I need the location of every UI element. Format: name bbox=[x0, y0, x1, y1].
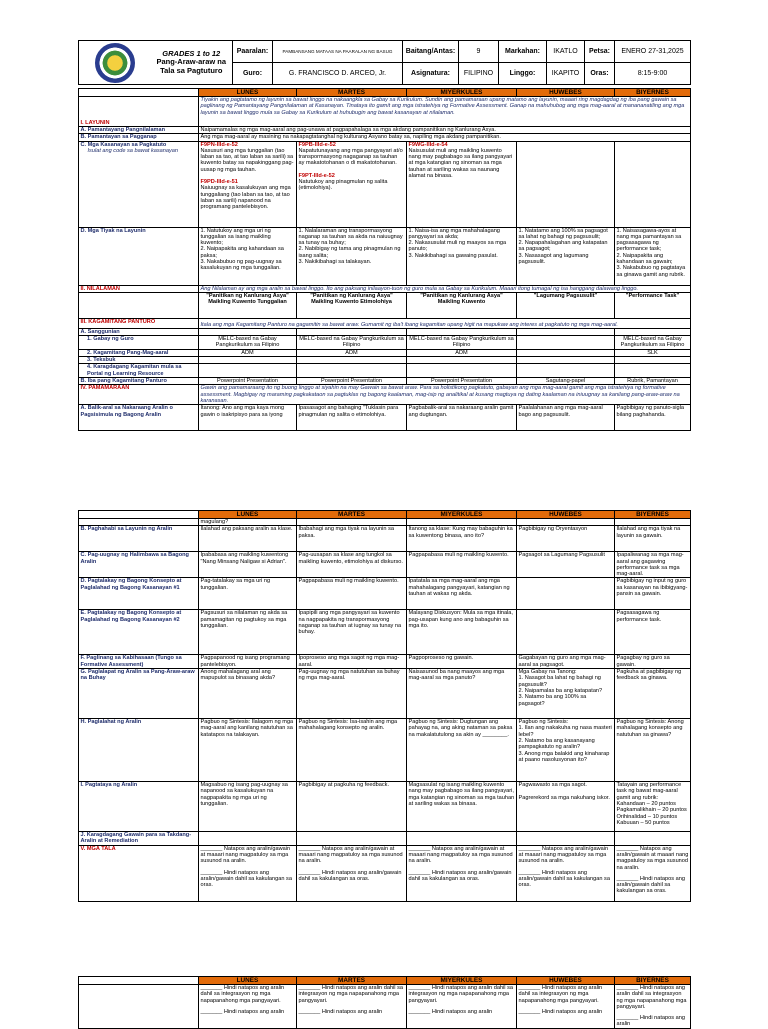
kasanayan-label: C. Mga Kasanayan sa Pagkatuto bbox=[80, 141, 167, 148]
section-nilalaman: II. NILALAMAN bbox=[79, 285, 199, 292]
p2-day-martes: MARTES bbox=[297, 511, 407, 519]
code-tue-1: F9PB-IIId-e-52 bbox=[298, 141, 336, 148]
tala-martes bbox=[297, 845, 407, 901]
pagtataya-biyernes: Tatayain ang performance task ng bawat mag-aaral gamit ang rubrik: Kahandaan – 20 puntos Pagkamalikhain – 20 puntos Orihinalidad – 10 puntos Kabuuan – 50 puntos bbox=[615, 782, 691, 832]
text-tue-2: Natutukoy ang pinagmulan ng salita (etimolohiya). bbox=[298, 179, 388, 192]
tala-hindi-natapos: _______ Hindi natapos ang aralin/gawain dahil sa kakulangan sa oras. bbox=[408, 869, 512, 882]
dll-table-page3 bbox=[78, 976, 691, 1029]
nilalaman-huwebes: "Lagumang Pagsusulit" bbox=[517, 292, 615, 318]
paglalapat-lunes: Anong mahalagang aral ang mapupulot sa binasang akda? bbox=[199, 669, 297, 719]
tiyak-na-layunin-label: D. Mga Tiyak na Layunin bbox=[79, 227, 199, 285]
nilalaman-miyerkules: "Panitikan ng Kanlurang Asya" Maikling Kuwento bbox=[407, 292, 517, 318]
grade-line3: Tala sa Pagtuturo bbox=[160, 65, 223, 75]
paglinang-huwebes: Gagabayan ng guro ang mga mag-aaral sa pagsagot. bbox=[517, 655, 615, 669]
balik-miyerkules: Pagbabalik-aral sa nakaraang aralin gamit ang dugtungan. bbox=[407, 405, 517, 431]
pagtalakay1-lunes: Pag-tatalakay sa mga uri ng tunggalian. bbox=[199, 578, 297, 610]
tala-huwebes bbox=[517, 845, 615, 901]
pagtataya-label: I. Pagtataya ng Aralin bbox=[79, 782, 199, 832]
blank-corner bbox=[79, 89, 199, 97]
paglinang-biyernes: Pagagbay ng guro sa gawain. bbox=[615, 655, 691, 669]
petsa-label: Petsa: bbox=[585, 41, 615, 63]
p3-tala-integrasyon: _______ Hindi natapos ang aralin dahil sa integrasyon ng mga napapanahong mga pangyayari. bbox=[616, 985, 687, 1010]
paghahabi-huwebes: Pagbibigay ng Oryentasyon bbox=[517, 526, 615, 552]
section-pamamaraan: IV. PAMAMARAAN bbox=[79, 385, 199, 405]
sagutang-huwebes: Sagutang-papel bbox=[517, 377, 615, 384]
paglalahat-label: H. Paglalahat ng Aralin bbox=[79, 719, 199, 782]
pag-uugnay-huwebes: Pagsagot sa Lagumang Pagsusulit bbox=[517, 552, 615, 578]
ppt-martes: Powerpoint Presentation bbox=[297, 377, 407, 384]
adm-miyerkules: ADM bbox=[407, 349, 517, 356]
pagtalakay2-label: E. Pagtalakay ng Bagong Konsepto at Paglalahad ng Bagong Kasanayan #2 bbox=[79, 610, 199, 655]
markahan-value: IKATLO bbox=[547, 41, 585, 63]
paghahabi-miyerkules: Itanong sa klase: Kung may babaguhin ka sa kuwentong binasa, ano ito? bbox=[407, 526, 517, 552]
nilalaman-description: Ang Nilalaman ay ang mga aralin sa bawat linggo. Ito ang paksang inilaayon-tuon ng guro mula sa Gabay sa Kurikulum. Maaari itong tumagal ng isa hanggang dalawang linggo. bbox=[199, 285, 691, 292]
iba-pang-kagamitan-label: B. Iba pang Kagamitang Panturo bbox=[79, 377, 199, 384]
day-header-huwebes: HUWEBES bbox=[517, 89, 615, 97]
tala-hindi-natapos: _______ Hindi natapos ang aralin/gawain dahil sa kakulangan sa oras. bbox=[298, 869, 402, 882]
pamantayang-pangnilalaman-text: Naipamamalas ng mga mag-aaral ang pag-unawa at pagpapahalaga sa mga akdang pampanitikan ng Kanlurang Asya. bbox=[199, 127, 691, 134]
gabay-martes: MELC-based na Gabay Pangkurikulum sa Filipino bbox=[297, 336, 407, 350]
pamantayan-pagganap-label: B. Pamantayan sa Pagganap bbox=[79, 134, 199, 141]
grade-line1: GRADES 1 to 12 bbox=[162, 48, 221, 58]
kasanayan-lunes bbox=[199, 141, 297, 227]
day-header-miyerkules: MIYERKULES bbox=[407, 89, 517, 97]
continuation-lunes: magulang? bbox=[199, 519, 297, 526]
guro-label: Guro: bbox=[233, 63, 273, 85]
paglinang-martes: Ipoproseso ang mga sagot ng mga mag-aaral. bbox=[297, 655, 407, 669]
paglinang-label: F. Paglinang sa Kabihasaan (Tungo sa Formative Assessment) bbox=[79, 655, 199, 669]
paglalapat-biyernes: Pagkuha at pagbibigay ng feedback sa ginawa. bbox=[615, 669, 691, 719]
linggo-label: Linggo: bbox=[499, 63, 547, 85]
balik-aral-label: A. Balik-aral sa Nakaraang Aralin o Pagsisimula ng Bagong Aralin bbox=[79, 405, 199, 431]
pagtataya-martes: Pagbibigay at pagkuha ng feedback. bbox=[297, 782, 407, 832]
tala-natapos: _______ Natapos ang aralin/gawain at maaari nang magpatuloy sa mga susunod na aralin. bbox=[616, 845, 689, 871]
asignatura-value: FILIPINO bbox=[459, 63, 499, 85]
code-mon-2: F9PD-IIId-e-51 bbox=[200, 179, 238, 186]
paglalahat-biyernes: Pagbuo ng Sintesis: Anong mahalagang konsepto ang natutuhan sa ginawa? bbox=[615, 719, 691, 782]
p3-tala-hindi: _______ Hindi natapos ang aralin bbox=[616, 1015, 685, 1028]
linggo-value: IKAPITO bbox=[547, 63, 585, 85]
kasanayan-biyernes bbox=[615, 141, 691, 227]
kasanayan-martes bbox=[297, 141, 407, 227]
dll-table-page2 bbox=[78, 510, 691, 902]
tiyak-biyernes: 1. Naisasagawa-ayos at nang mga pamantayan sa pagsasagawa ng performance task; 2. Naipapakita ang kahandaan sa gawain; 3. Nakabubuo ng pagtataya sa ginawa gamit ang rubrik. bbox=[615, 227, 691, 285]
tala-miyerkules bbox=[407, 845, 517, 901]
pagtalakay1-label: D. Pagtalakay ng Bagong Konsepto at Paglalahad ng Bagong Kasanayan #1 bbox=[79, 578, 199, 610]
pag-uugnay-miyerkules: Pagpapabasa muli ng maikling kuwento. bbox=[407, 552, 517, 578]
paglalapat-label: G. Paglalapat ng Aralin sa Pang-Araw-araw na Buhay bbox=[79, 669, 199, 719]
adm-lunes: ADM bbox=[199, 349, 297, 356]
tala-biyernes bbox=[615, 845, 691, 901]
nilalaman-martes: "Panitikan ng Kanlurang Asya" Maikling Kuwento Etimolohiya bbox=[297, 292, 407, 318]
code-mon-1: F9PN-IIId-e-52 bbox=[200, 141, 238, 148]
ppt-lunes: Powerpoint Presentation bbox=[199, 377, 297, 384]
tala-hindi-natapos: _______ Hindi natapos ang aralin/gawain dahil sa kakulangan sa oras. bbox=[200, 869, 292, 889]
text-tue-1: Napatutunayang ang mga pangyayari at/o transpormasyong nagaganap sa tauhan ay makatotohanan o di makatotohanan. bbox=[298, 147, 403, 167]
baitang-label: Baitang/Antas: bbox=[403, 41, 459, 63]
tiyak-lunes: 1. Natutukoy ang mga uri ng tunggalian sa isang maikling kuwento; 2. Naipapakita ang kahandaan sa paksa; 3. Nakabubuo ng pag-uugnay sa kasalukuyan ng mga tunggalian. bbox=[199, 227, 297, 285]
tala-natapos: _______ Natapos ang aralin/gawain at maaari nang magpatuloy sa mga susunod na aralin. bbox=[408, 845, 513, 865]
p3-tala-miyerkules bbox=[407, 985, 517, 1029]
kasanayan-huwebes bbox=[517, 141, 615, 227]
kasanayan-miyerkules bbox=[407, 141, 517, 227]
pagtataya-miyerkules: Magsasulat ng isang maikling kuwento nang may pagbabago sa ilang pangyayari, mga katangian ng sinoman sa mga tauhan at sariling wakas sa binasa. bbox=[407, 782, 517, 832]
section-kagamitan: III. KAGAMITANG PANTURO bbox=[79, 318, 199, 328]
p3-tala-integrasyon: _______ Hindi natapos ang aralin dahil sa integrasyon ng mga napapanahong mga pangyayari. bbox=[408, 985, 513, 1004]
p3-tala-integrasyon: _______ Hindi natapos ang aralin dahil sa integrasyon ng mga napapanahong mga pangyayari. bbox=[518, 985, 603, 1004]
ppt-miyerkules: Powerpoint Presentation bbox=[407, 377, 517, 384]
paghahabi-biyernes: Ilalahad ang mga tiyak na layunin sa gawain. bbox=[615, 526, 691, 552]
paghahabi-label: B. Paghahabi sa Layunin ng Aralin bbox=[79, 526, 199, 552]
section-mga-tala: V. MGA TALA bbox=[79, 845, 199, 901]
text-wed-1: Naisusulat muli ang maikling kuwento nang may pagbabago sa ilang pangyayari at mga katangian ng sinoman sa mga tauhan at sariling wakas sa naunang alamat na binasa. bbox=[408, 147, 513, 180]
learning-resource-label: 4. Karagdagang Kagamitan mula sa Portal ng Learning Resource bbox=[79, 364, 199, 378]
markahan-label: Markahan: bbox=[499, 41, 547, 63]
paaralan-label: Paaralan: bbox=[233, 41, 273, 63]
gabay-miyerkules: MELC-based na Gabay Pangkurikulum sa Filipino bbox=[407, 336, 517, 350]
pagtalakay1-martes: Pagpapabasa muli ng maikling kuwento. bbox=[297, 578, 407, 610]
header-table bbox=[78, 40, 691, 85]
p3-tala-hindi: _______ Hindi natapos ang aralin bbox=[298, 1008, 383, 1015]
paglalapat-martes: Pag-uugnay ng mga natutuhan sa buhay ng mga mag-aaral. bbox=[297, 669, 407, 719]
pag-uugnay-label: C. Pag-uugnay ng Halimbawa sa Bagong Aralin bbox=[79, 552, 199, 578]
p3-day-huwebes: HUWEBES bbox=[517, 977, 615, 985]
oras-value: 8:15-9:00 bbox=[615, 63, 691, 85]
tala-hindi-natapos: _______ Hindi natapos ang aralin/gawain dahil sa kakulangan sa oras. bbox=[518, 869, 610, 889]
p2-day-biyernes: BIYERNES bbox=[615, 511, 691, 519]
p3-tala-hindi: _______ Hindi natapos ang aralin bbox=[518, 1008, 603, 1015]
school-logo bbox=[95, 43, 135, 83]
pag-uugnay-martes: Pag-uusapan sa klase ang tungkol sa maikling kuwento, etimolohiya at diskurso. bbox=[297, 552, 407, 578]
paglalahat-miyerkules: Pagbuo ng Sintesis: Dugtungan ang pahayag na, ang aking nataman sa paksa na makalatutulong sa akin ay ________. bbox=[407, 719, 517, 782]
guro-value: G. FRANCISCO D. ARCEO, Jr. bbox=[273, 63, 403, 85]
day-header-biyernes: BIYERNES bbox=[615, 89, 691, 97]
pagtalakay2-lunes: Pagsusuri sa nilalaman ng akda sa pamamagitan ng pagtukoy sa mga tunggalian. bbox=[199, 610, 297, 655]
p3-tala-hindi: _______ Hindi natapos ang aralin bbox=[408, 1008, 493, 1015]
pagtalakay2-martes: Ipapipili ang mga pangyayari sa kuwento na nagpapakita ng transpormasyong naganap sa tauhan at iugnay sa tunay na buhay. bbox=[297, 610, 407, 655]
tiyak-miyerkules: 1. Naisa-isa ang mga mahahalagang pangyayari sa akda; 2. Nakasusulat muli ng maayos sa mga panuto; 3. Nakikibahagi sa gawaing pasulat. bbox=[407, 227, 517, 285]
balik-lunes: Itanong: Ano ang mga kaya mong gawin o isakripisyo para sa iyong bbox=[199, 405, 297, 431]
code-tue-2: F9PT-IIId-e-52 bbox=[298, 172, 335, 179]
p3-tala-huwebes bbox=[517, 985, 615, 1029]
tala-natapos: _______ Natapos ang aralin/gawain at maaari nang magpatuloy sa mga susunod na aralin. bbox=[200, 845, 291, 865]
code-wed-1: F9WG-IIId-e-54 bbox=[408, 141, 448, 148]
grade-line2: Pang-Araw-araw na bbox=[156, 57, 227, 67]
kagamitan-description: Itala ang mga Kagamitang Panturo na gagamitin sa bawat araw. Gumamit ng iba't ibang kagamitan upang higit na mapukaw ang interes at pagkatuto ng mga mag-aaral. bbox=[199, 318, 691, 328]
paaralan-value: PAMBANSANG MATAAS NA PAARALAN NG BASUG bbox=[273, 41, 403, 63]
baitang-value: 9 bbox=[459, 41, 499, 63]
paglinang-lunes: Pagpapanood ng isang programang pantelebisyon. bbox=[199, 655, 297, 669]
p3-tala-martes bbox=[297, 985, 407, 1029]
pamamaraan-description: Gawin ang pamamaraang ito ng buong linggo at siyahin na may Gawain sa bawat araw. Para sa holistikong pagkatuto, gabayan ang mga mag-aaral gamit ang mga istratehiya ng formative assessment. Magbigay ng maraming pagkakataon sa pagtuklas ng bagong kaalaman, mag-isip ng analitikal at kusang magtuya ng dating kaalaman na iniuugnay sa kanilang pang-araw-araw na karanasan. bbox=[199, 385, 691, 405]
paghahabi-martes: Ibabahagi ang mga tiyak na layunin sa paksa. bbox=[297, 526, 407, 552]
school-logo-cell bbox=[79, 41, 151, 85]
pagtataya-lunes: Magsabuo ng isang pag-uugnay sa napanood sa kasalukuyan na nagpapakita ng mga uri ng tunggalian. bbox=[199, 782, 297, 832]
tala-hindi-natapos: _______ Hindi natapos ang aralin/gawain dahil sa kakulangan sa oras. bbox=[616, 875, 685, 895]
oras-label: Oras: bbox=[585, 63, 615, 85]
p3-day-miyerkules: MIYERKULES bbox=[407, 977, 517, 985]
pagtataya-huwebes: Pagwawasto sa mga sagot. Pagrerekord sa mga nakuhang iskor. bbox=[517, 782, 615, 832]
layunin-description: Tiyakin ang pagtatamo ng layunin sa bawat linggo na nakaangkla sa Gabay sa Kurikulum. Sundin ang pamamaraan upang matamo ang layunin, maaari ring magdagdag ng iba pang gawain sa paglinang ng Pamantayang Pangnilalaman at Kasanayan. Tinataya ito gamit ang mga istratehiya ng Formative Assessment. Ganap na mahuhubog ang mga mag-aaral at manananatiling ang mga layunin sa bawat linggo mula sa Gabay sa Kurikulum at huhubugin ang bawat kasanayan at nilalaman. bbox=[199, 97, 691, 127]
tiyak-huwebes: 1. Natatamo ang 100% sa pagsagot sa lahat ng bahagi ng pagsusulit; 2. Napapahalagahan ang katapatan sa pagsagot; 3. Nasasagot ang lagumang pagsusulit. bbox=[517, 227, 615, 285]
pag-uugnay-lunes: Ipababasa ang maikling kuwentong "Nang Minsang Naligaw si Adrian". bbox=[199, 552, 297, 578]
paglalahat-lunes: Pagbuo ng Sintesis: Ilalagom ng mga mag-aaral ang kanilang natutuhan sa katatapos na talakayan. bbox=[199, 719, 297, 782]
p2-day-miyerkules: MIYERKULES bbox=[407, 511, 517, 519]
nilalaman-blank bbox=[79, 292, 199, 318]
tiyak-martes: 1. Nalalaraman ang transpormasyong naganap sa tauhan sa akda na naiuugnay sa tunay na buhay; 2. Nabibigay ng tama ang pinagmulan ng isang salita; 3. Nakikibahagi sa talakayan. bbox=[297, 227, 407, 285]
p2-day-lunes: LUNES bbox=[199, 511, 297, 519]
pagtalakay2-miyerkules: Malayang Diskusyon: Mula sa mga itinala, pag-usapan kung ano ang babaguhin sa mga ito. bbox=[407, 610, 517, 655]
day-header-lunes: LUNES bbox=[199, 89, 297, 97]
petsa-value: ENERO 27-31,2025 bbox=[615, 41, 691, 63]
p3-day-martes: MARTES bbox=[297, 977, 407, 985]
tala-lunes bbox=[199, 845, 297, 901]
paglalahat-martes: Pagbuo ng Sintesis: Isa-isahin ang mga mahahalagang konsepto ng aralin. bbox=[297, 719, 407, 782]
tala-natapos: _______ Natapos ang aralin/gawain at maaari nang magpatuloy sa mga susunod na aralin. bbox=[518, 845, 609, 865]
grade-title-cell bbox=[151, 41, 233, 85]
p3-tala-biyernes bbox=[615, 985, 691, 1029]
pagtalakay1-biyernes: Pagbibigay ng input ng guro sa kasanayan na ibibigyang-pansin sa gawain. bbox=[615, 578, 691, 610]
gabay-biyernes: MELC-based na Gabay Pangkurikulum sa Filipino bbox=[615, 336, 691, 350]
slk-biyernes: SLK bbox=[615, 349, 691, 356]
kasanayan-sub: Isulat ang code sa bawat kasanayan bbox=[87, 147, 178, 154]
p3-day-lunes: LUNES bbox=[199, 977, 297, 985]
tala-natapos: _______ Natapos ang aralin/gawain at maaari nang magpatuloy sa mga susunod na aralin. bbox=[298, 845, 403, 865]
day-header-martes: MARTES bbox=[297, 89, 407, 97]
teksbuk-label: 3. Teksbuk bbox=[79, 357, 199, 364]
pamantayang-pangnilalaman-label: A. Pamantayang Pangnilalaman bbox=[79, 127, 199, 134]
balik-huwebes: Paalalahanan ang mga mag-aaral bago ang pagsusulit. bbox=[517, 405, 615, 431]
paglalapat-huwebes: Mga Gabay na Tanong: 1. Nasagot ba lahat ng bahagi ng pagsusulit? 2. Naipamalas ba ang katapatan? 3. Natamo ba ang 100% sa pagsagot? bbox=[517, 669, 615, 719]
pagtalakay1-miyerkules: Ipatatala sa mga mag-aaral ang mga mahahalagang pangyayari, katangian ng tauhan at wakas ng akda. bbox=[407, 578, 517, 610]
section-layunin: I. LAYUNIN bbox=[79, 97, 199, 127]
balik-martes: Ipasasagot ang bahaging "Tuklasin para pinagmulan ng salita o etimolohiya. bbox=[297, 405, 407, 431]
p3-tala-integrasyon: _______ Hindi natapos ang aralin dahil sa integrasyon ng mga napapanahong mga pangyayari. bbox=[298, 985, 403, 1004]
paglalahat-huwebes: Pagbuo ng Sintesis: 1. Ilan ang nakakuha ng nasa masteri lebel? 2. Natamo ba ang kasanayang pampagkatuto ng aralin? 3. Anong mga balakid ang kinaharap at paano nasolusyonan ito? bbox=[517, 719, 615, 782]
paglalapat-miyerkules: Naisasunod ba nang maayos ang mga mag-aaral sa mga panuto? bbox=[407, 669, 517, 719]
p3-tala-lunes bbox=[199, 985, 297, 1029]
text-mon-1: Nasusuri ang mga tunggalian (tao laban sa tao, at tao laban sa sarili) sa kuwento batay sa napakinggang pag-uusap ng mga tauhan. bbox=[200, 147, 294, 173]
kasanayan-label-cell bbox=[79, 141, 199, 227]
nilalaman-lunes: "Panitikan ng Kanlurang Asya" Maikling Kuwento Tunggalian bbox=[199, 292, 297, 318]
karagdagang-gawain-label: J. Karagdagang Gawain para sa Takdang-Aralin at Remediation bbox=[79, 832, 199, 846]
asignatura-label: Asignatura: bbox=[403, 63, 459, 85]
adm-martes: ADM bbox=[297, 349, 407, 356]
dll-table-page1 bbox=[78, 88, 691, 431]
text-mon-2: Naiuugnay sa kasalukuyan ang mga tunggaliang (tao laban sa tao, at tao laban sa sarili) napanood na programang pantelebisyon. bbox=[200, 185, 291, 211]
paghahabi-lunes: Ilalahad ang paksang aralin sa klase. bbox=[199, 526, 297, 552]
rubrik-biyernes: Rubrik, Pamantayan bbox=[615, 377, 691, 384]
p3-day-biyernes: BIYERNES bbox=[615, 977, 691, 985]
gabay-ng-guro-label: 1. Gabay ng Guro bbox=[79, 336, 199, 350]
pamantayan-pagganap-text: Ang mga mag-aaral ay masining na nakapagtatanghal ng kulturang Asyano batay sa, napiling mga akdang pampanitikan. bbox=[199, 134, 691, 141]
nilalaman-biyernes: "Performance Task" bbox=[615, 292, 691, 318]
p2-day-huwebes: HUWEBES bbox=[517, 511, 615, 519]
pag-uugnay-biyernes: Ipapaliwanag sa mga mag-aaral ang gagawing performance task sa mga mag-aaral. bbox=[615, 552, 691, 578]
sanggunian-label: A. Sanggunian bbox=[79, 328, 199, 335]
pang-mag-aaral-label: 2. Kagamitang Pang-Mag-aaral bbox=[79, 349, 199, 356]
gabay-lunes: MELC-based na Gabay Pangkurikulum sa Filipino bbox=[199, 336, 297, 350]
paglinang-miyerkules: Pagpoproseso ng gawain. bbox=[407, 655, 517, 669]
pagtalakay2-biyernes: Pagsasagawa ng performance task. bbox=[615, 610, 691, 655]
p3-tala-hindi: _______ Hindi natapos ang aralin bbox=[200, 1008, 285, 1015]
balik-biyernes: Pagbibigay ng panuto-sigla bilang paghahanda. bbox=[615, 405, 691, 431]
p3-tala-integrasyon: _______ Hindi natapos ang aralin dahil sa integrasyon ng mga napapanahong mga pangyayari. bbox=[200, 985, 285, 1004]
